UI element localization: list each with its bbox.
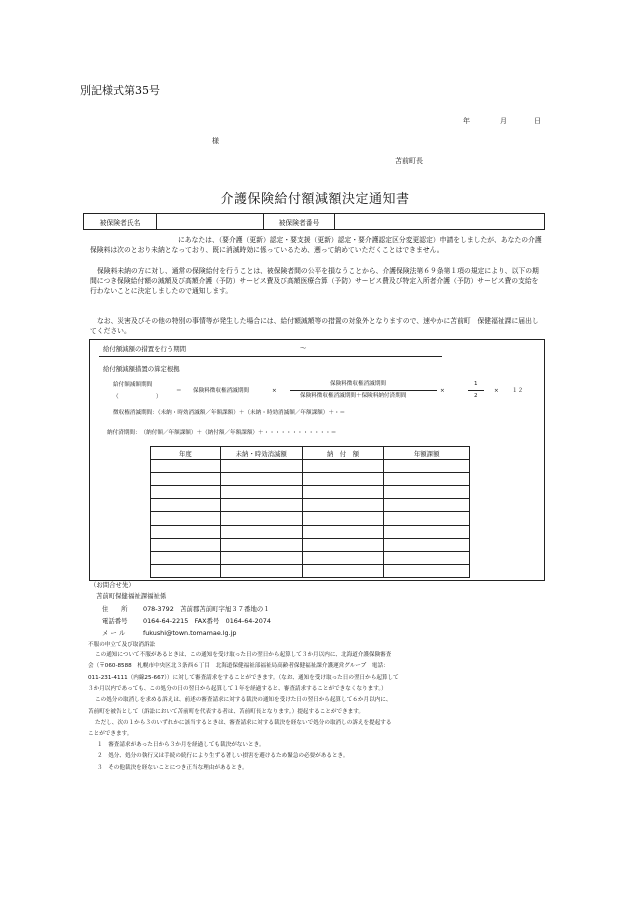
col-header-year: 年度 (151, 447, 221, 460)
formula-fraction-numerator: 保険料徴収権消滅期間 (330, 381, 386, 387)
date-day: 日 (534, 117, 541, 125)
appeal-heading: 不服の申立て及び取消訴訟 (88, 642, 156, 648)
appeal-line: 会（〒060-8588 札幌市中央区北３条西６丁目 北海道保健福祉部福祉局高齢者保健福祉課介護運営グループ 電話： (88, 663, 389, 670)
period-label: 給付額減額の措置を行う期間 (103, 345, 187, 353)
table-cell[interactable] (302, 538, 384, 551)
table-cell[interactable] (220, 486, 302, 499)
table-cell[interactable] (220, 538, 302, 551)
table-cell[interactable] (302, 564, 384, 577)
period-underline (99, 356, 442, 357)
table-cell[interactable] (302, 525, 384, 538)
date-month: 月 (500, 117, 507, 125)
payment-history-table (150, 446, 470, 578)
table-cell[interactable] (151, 499, 221, 512)
contact-address: 078-3792 苫前郡苫前町字旭３７番地の１ (143, 605, 270, 613)
table-row (151, 473, 470, 486)
table-cell[interactable] (384, 538, 470, 551)
formula-lhs-open: （ (113, 394, 119, 400)
table-cell[interactable] (151, 538, 221, 551)
appeal-item: ３ その他裁決を経ないことにつき正当な理由があるとき。 (97, 764, 248, 771)
table-cell[interactable] (384, 564, 470, 577)
contact-heading: （お問合せ先） (90, 581, 135, 589)
table-cell[interactable] (384, 473, 470, 486)
table-cell[interactable] (151, 551, 221, 564)
table-row (151, 564, 470, 577)
table-cell[interactable] (302, 460, 384, 473)
extinct-period-line: 徴収権消滅期間：（未納・時効消滅額／年額課額）＋（未納・時効消滅額／年額課額）＋・＝ (113, 410, 346, 416)
period-separator: ～ (300, 344, 307, 352)
table-cell[interactable] (384, 512, 470, 525)
formula-fraction-denominator: 保険料徴収権消滅期間＋保険料納付済期間 (300, 393, 407, 399)
table-cell[interactable] (384, 525, 470, 538)
table-cell[interactable] (151, 525, 221, 538)
contact-mail[interactable]: fukushi@town.tomamae.lg.jp (143, 629, 237, 637)
contact-phone: 0164-64-2215 FAX番号 0164-64-2074 (143, 617, 271, 625)
contact-address-label: 住 所 (102, 605, 128, 613)
table-cell[interactable] (384, 551, 470, 564)
appeal-line: この通知について不服があるときは、この通知を受け取った日の翌日から起算して３か月以内に、北海道介護保険審査 (95, 652, 392, 658)
formula-equals: ＝ (176, 388, 182, 394)
issuer-name: 苫前町長 (395, 157, 423, 165)
document-title: 介護保険給付額減額決定通知書 (220, 192, 410, 207)
table-row (151, 486, 470, 499)
formula-half-denominator: 2 (474, 393, 478, 399)
table-cell[interactable] (384, 486, 470, 499)
table-row (151, 551, 470, 564)
table-cell[interactable] (220, 564, 302, 577)
col-header-paid: 納 付 額 (302, 447, 384, 460)
paragraph-3: なお、災害及びその他の特別の事情等が発生した場合には、給付額減額等の措置の対象外となりますので、速やかに苫前町 保健福祉課に届出してください。 (90, 317, 539, 335)
col-header-annual: 年額課額 (384, 447, 470, 460)
appeal-item: １ 審査請求があった日から３か月を経過しても裁決がないとき。 (97, 742, 265, 748)
appeal-line: 011-231-4111（内線25-667））に対して審査請求をすることができます。（なお、通知を受け取った日の翌日から起算して (88, 674, 399, 681)
table-cell[interactable] (384, 460, 470, 473)
table-row (151, 512, 470, 525)
table-cell[interactable] (384, 499, 470, 512)
appeal-line: ３か月以内であっても、この処分の日の翌日から起算して１年を経過すると、審査請求することができなくなります。） (88, 685, 387, 692)
table-cell[interactable] (302, 551, 384, 564)
formula-times-1: × (272, 388, 277, 394)
table-cell[interactable] (302, 473, 384, 486)
table-cell[interactable] (220, 499, 302, 512)
paragraph-2: 保険料未納の方に対し、通常の保険給付を行うことは、被保険者間の公平を損なうことから、介護保険法第６９条第１項の規定により、以下の期間につき保険給付額の減額及び高額介護（予防）サービス費及び高額医療合算（予防）サービス費及び特定入所者介護（予防）サービス費の支給を行わないことに決定しましたので通知します。 (90, 267, 539, 295)
table-cell[interactable] (302, 486, 384, 499)
formula-half-bar (468, 390, 484, 391)
table-cell[interactable] (302, 512, 384, 525)
appeal-line: ことができます。 (88, 731, 133, 738)
table-cell[interactable] (220, 473, 302, 486)
appeal-line: ただし、次の１から３のいずれかに該当するときは、審査請求に対する裁決を経ないで処分の取消しの訴えを提起する (95, 719, 392, 726)
formula-fraction-bar (290, 390, 437, 391)
paragraph-1: にあなたは、（要介護（更新）認定・要支援（更新）認定・要介護認定区分変更認定）申請をしましたが、あなたの介護保険料は次のとおり未納となっており、既に消滅時効に係っているため、遡って納めていただくことはできません。 (90, 236, 542, 254)
table-row (151, 460, 470, 473)
table-row (151, 538, 470, 551)
formula-lhs-label: 給付額減額期間 (113, 382, 153, 388)
insured-name-label: 被保険者氏名 (84, 214, 157, 230)
table-cell[interactable] (151, 473, 221, 486)
date-year: 年 (463, 117, 470, 125)
table-row (151, 499, 470, 512)
table-cell[interactable] (220, 460, 302, 473)
contact-mail-label: メ ー ル (102, 629, 126, 637)
recipient-suffix: 様 (212, 137, 219, 145)
insured-number-field[interactable] (335, 214, 545, 230)
table-cell[interactable] (220, 551, 302, 564)
appeal-item: ２ 処分、処分の執行又は手続の続行により生ずる著しい損害を避けるため緊急の必要があるとき。 (97, 753, 349, 760)
contact-phone-label: 電話番号 (102, 617, 128, 625)
table-cell[interactable] (151, 486, 221, 499)
insured-number-label: 被保険者番号 (264, 214, 335, 230)
formula-lhs-close: ） (156, 394, 162, 400)
table-cell[interactable] (302, 499, 384, 512)
appeal-line: 苫前町を被告として（訴訟において苫前町を代表する者は、苫前町長となります。）提起することができます。 (88, 708, 364, 715)
appeal-line: この処分の取消しを求める訴えは、前述の審査請求に対する裁決の通知を受けた日の翌日から起算して６か月以内に、 (95, 697, 392, 704)
table-row (151, 525, 470, 538)
formula-term-extinct: 保険料徴収権消滅期間 (193, 388, 249, 394)
table-cell[interactable] (220, 512, 302, 525)
insured-info-table (83, 213, 545, 230)
contact-department: 苫前町保健福祉課福祉係 (96, 592, 167, 600)
formula-times-3: × (494, 388, 499, 394)
formula-times-2: × (440, 388, 445, 394)
form-number: 別記様式第35号 (80, 84, 160, 97)
table-cell[interactable] (151, 512, 221, 525)
table-cell[interactable] (151, 564, 221, 577)
insured-name-field[interactable] (157, 214, 264, 230)
table-cell[interactable] (220, 525, 302, 538)
col-header-unpaid: 未納・時効消滅額 (220, 447, 302, 460)
paid-period-line: 納付済期間： （納付額／年額課額）＋（納付額／年額課額）＋・・・・・・・・・・・・＝ (107, 430, 337, 436)
formula-twelve: １２ (512, 388, 524, 394)
table-cell[interactable] (151, 460, 221, 473)
calc-basis-label: 給付額減額措置の算定根拠 (103, 365, 180, 373)
formula-half-numerator: 1 (474, 381, 478, 387)
